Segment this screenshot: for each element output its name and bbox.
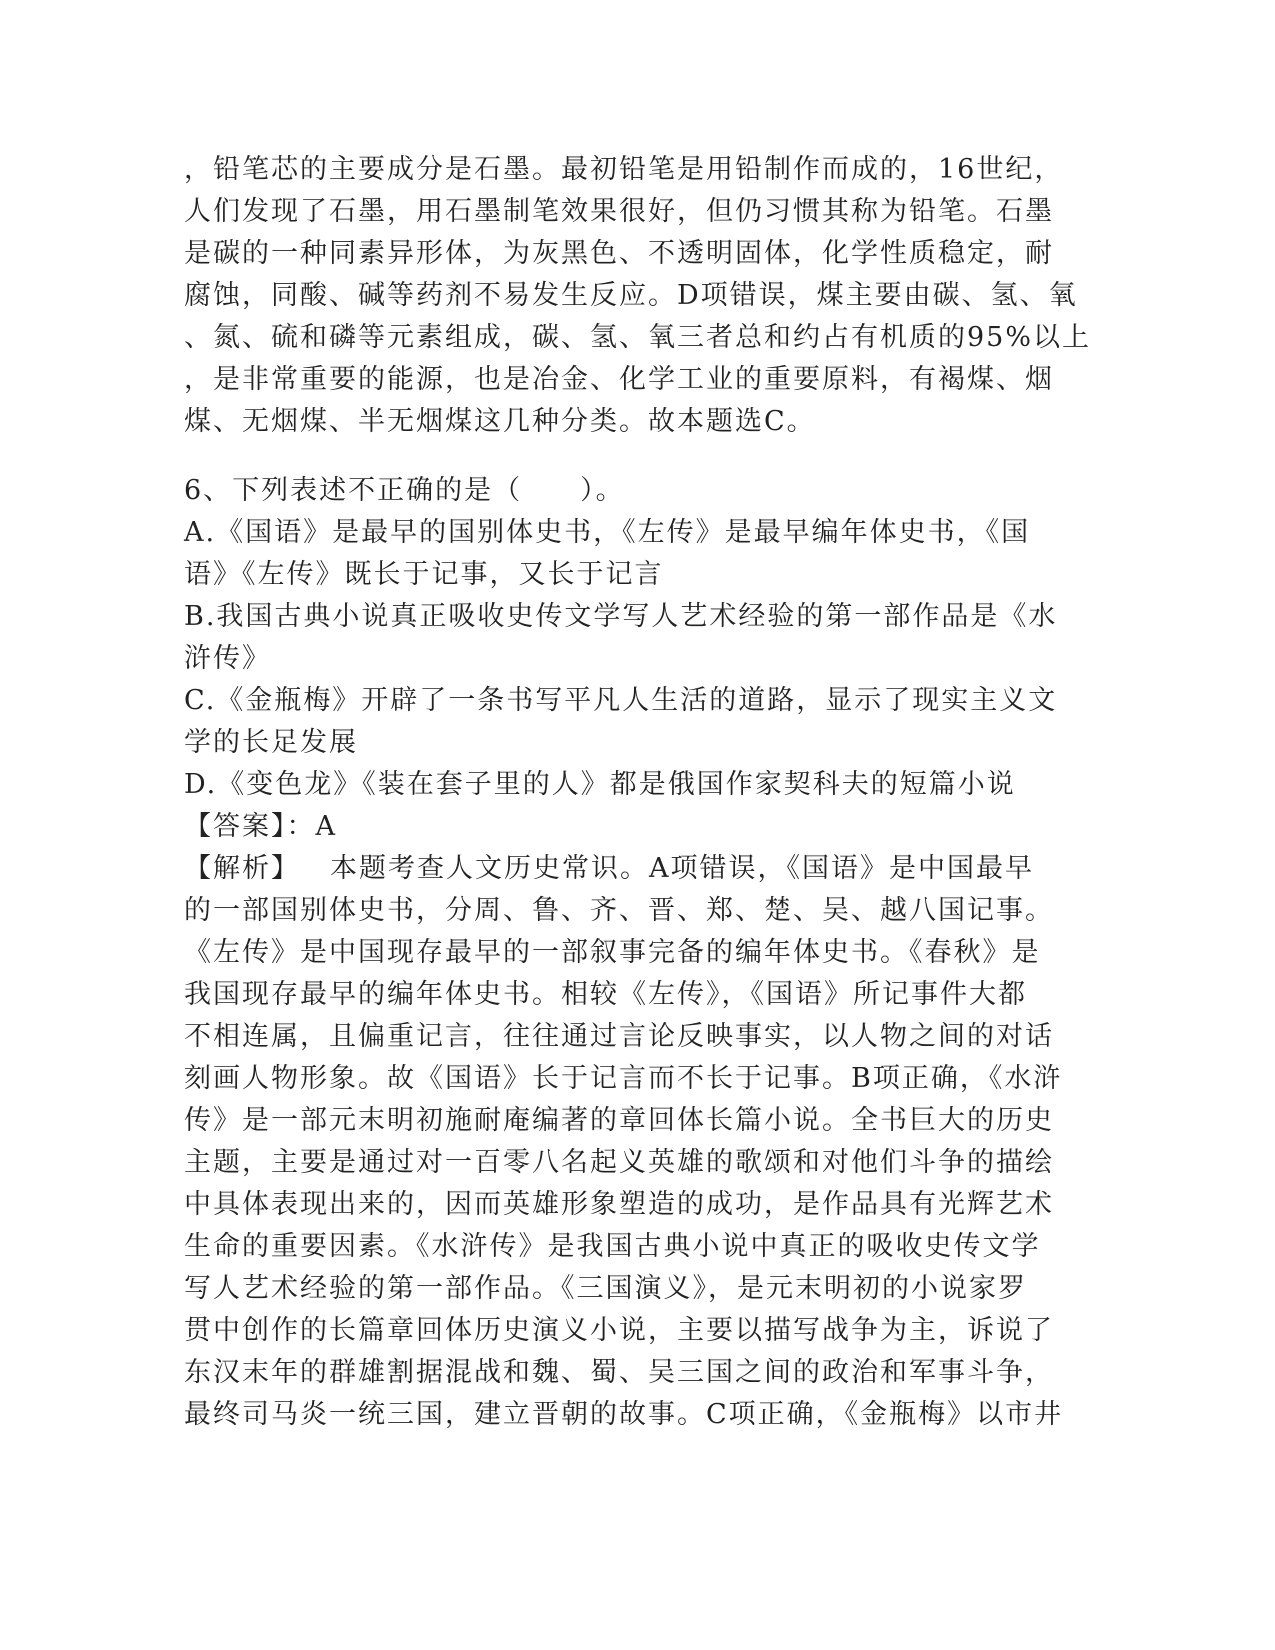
paragraph-line: ，是非常重要的能源，也是冶金、化学工业的重要原料，有褐煤、烟 [184,364,1054,395]
answer-label: 【答案】： [184,811,316,842]
previous-explanation-paragraph [184,149,1092,443]
analysis-line: 写人艺术经验的第一部作品。《三国演义》，是元末明初的小说家罗 [184,1273,1027,1304]
analysis-line: 的一部国别体史书，分周、鲁、齐、晋、郑、楚、吴、越八国记事。 [184,895,1054,926]
analysis-line: 中具体表现出来的，因而英雄形象塑造的成功，是作品具有光辉艺术 [184,1189,1054,1220]
analysis-label: 【解析】 [184,853,300,884]
analysis-line: 主题，主要是通过对一百零八名起义英雄的歌颂和对他们斗争的描绘 [184,1147,1054,1178]
option-c-line: 学的长足发展 [184,727,358,758]
analysis-line: 最终司马炎一统三国，建立晋朝的故事。C项正确，《金瓶梅》以市井 [184,1399,1064,1430]
paragraph-line: 、氮、硫和磷等元素组成，碳、氢、氧三者总和约占有机质的95%以上 [184,322,1092,353]
analysis-line: 我国现存最早的编年体史书。相较《左传》，《国语》所记事件大都 [184,979,1027,1010]
analysis-line: 刻画人物形象。故《国语》长于记言而不长于记事。B项正确，《水浒 [184,1063,1063,1094]
analysis-text: 本题考查人文历史常识。A项错误，《国语》是中国最早 [330,853,1034,884]
paragraph-line: 人们发现了石墨，用石墨制笔效果很好，但仍习惯其称为铅笔。石墨 [184,196,1054,227]
option-b-line: B.我国古典小说真正吸收史传文学写人艺术经验的第一部作品是《水 [184,601,1058,632]
answer-value: A [315,811,337,842]
analysis-line: 生命的重要因素。《水浒传》是我国古典小说中真正的吸收史传文学 [184,1231,1041,1262]
analysis-line: 《左传》是中国现存最早的一部叙事完备的编年体史书。《春秋》是 [184,937,1041,968]
option-b-line: 浒传》 [184,643,271,674]
analysis-line [184,848,1084,890]
paragraph-line: 煤、无烟煤、半无烟煤这几种分类。故本题选C。 [184,406,816,437]
paragraph-line: 是碳的一种同素异形体，为灰黑色、不透明固体，化学性质稳定，耐 [184,238,1054,269]
analysis-line: 传》是一部元末明初施耐庵编著的章回体长篇小说。全书巨大的历史 [184,1105,1054,1136]
analysis-line: 贯中创作的长篇章回体历史演义小说，主要以描写战争为主，诉说了 [184,1315,1054,1346]
paragraph-line: 腐蚀，同酸、碱等药剂不易发生反应。D项错误，煤主要由碳、氢、氧 [184,280,1078,311]
answer-line [184,806,1084,848]
option-c-line: C.《金瓶梅》开辟了一条书写平凡人生活的道路，显示了现实主义文 [184,685,1058,716]
analysis-line: 东汉末年的群雄割据混战和魏、蜀、吴三国之间的政治和军事斗争， [184,1357,1054,1388]
paragraph-line: ，铅笔芯的主要成分是石墨。最初铅笔是用铅制作而成的，16世纪， [184,154,1064,185]
question-6 [184,470,1084,1436]
analysis-line: 不相连属，且偏重记言，往往通过言论反映事实，以人物之间的对话 [184,1021,1054,1052]
option-a-line: 语》《左传》既长于记事，又长于记言 [184,559,664,590]
option-d-line: D.《变色龙》《装在套子里的人》都是俄国作家契科夫的短篇小说 [184,769,1016,800]
question-stem: 6、下列表述不正确的是（ ）。 [184,475,625,506]
option-a-line: A.《国语》是最早的国别体史书，《左传》是最早编年体史书，《国 [184,517,1031,548]
